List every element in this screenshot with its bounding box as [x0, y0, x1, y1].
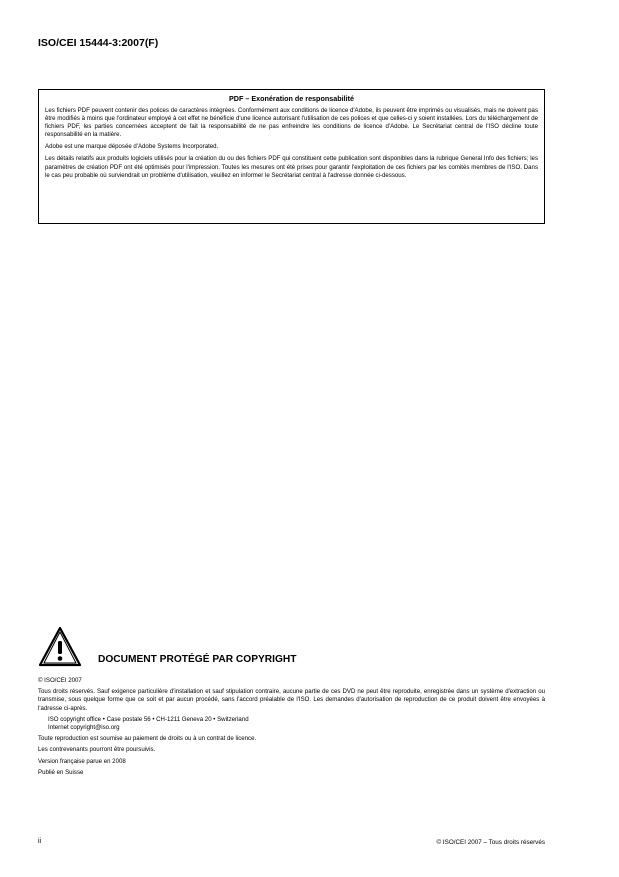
reproduction-line: Toute reproduction est soumise au paiement de droits ou à un contrat de licence.: [38, 735, 257, 743]
disclaimer-paragraph: Les détails relatifs aux produits logiciels utilisés pour la création du ou des fichiers PDF qui constituent cette publication sont disponibles dans la rubrique General Info des fichiers; les paramètres de création PDF ont été optimisés pour l'impression. Toutes les mesures ont été prises pour garantir l'exploitation de ces fichiers par les comités membres de l'ISO. Dans le cas peu probable où surviendrait un problème d'utilisation, veuillez en informer le Secrétariat central à l'adresse donnée ci-dessous.: [45, 155, 538, 179]
internet-contact: Internet copyright@iso.org: [48, 724, 120, 732]
copyright-notice: © ISO/CEI 2007: [38, 677, 82, 684]
address-line: ISO copyright office • Case postale 56 • CH-1211 Geneva 20 • Switzerland: [48, 715, 249, 723]
disclaimer-title: PDF – Exonération de responsabilité: [228, 94, 354, 103]
copyright-body: [38, 677, 545, 780]
warning-triangle-icon: [38, 626, 82, 668]
copyright-title: DOCUMENT PROTÉGÉ PAR COPYRIGHT: [98, 654, 297, 665]
footer-copyright: © ISO/CEI 2007 – Tous droits réservés: [436, 839, 545, 846]
pdf-disclaimer-box: [38, 89, 545, 224]
copyright-header: [38, 626, 545, 670]
page-number: ii: [38, 838, 42, 845]
version-line: Version française parue en 2008: [38, 757, 126, 765]
document-id: ISO/CEI 15444-3:2007(F): [38, 37, 159, 49]
rights-text: Tous droits réservés. Sauf exigence particulière d'installation et sauf stipulation contraire, aucune partie de ces DVD ne peut être reproduite, enregistrée dans un système d'extraction ou transmise, sous quelque forme que ce soit et par aucun procédé, sans l'accord préalable de l'ISO. Les demandes d'autorisation de reproduction de ce produit doivent être envoyées à l'adresse ci-après.: [38, 688, 545, 712]
prosecution-line: Les contrevenants pourront être poursuivis.: [38, 746, 156, 754]
disclaimer-paragraph: Adobe est une marque déposée d'Adobe Systems Incorporated.: [45, 143, 219, 151]
iso-address: [38, 716, 545, 732]
disclaimer-paragraph: Les fichiers PDF peuvent contenir des polices de caractères intégrées. Conformément aux conditions de licence d'Adobe, ils peuvent être imprimés ou visualisés, mais ne doivent pas être modifiés à moins que l'ordinateur employé à cet effet ne bénéficie d'une licence autorisant l'utilisation de ces polices et que celles-ci y soient installées. Lors du téléchargement de fichiers PDF, les parties concernées acceptent de fait la responsabilité de ne pas enfreindre les conditions de licence d'Adobe. Le Secrétariat central de l'ISO décline toute responsabilité en la matière.: [45, 107, 538, 139]
publication-line: Publié en Suisse: [38, 768, 84, 776]
